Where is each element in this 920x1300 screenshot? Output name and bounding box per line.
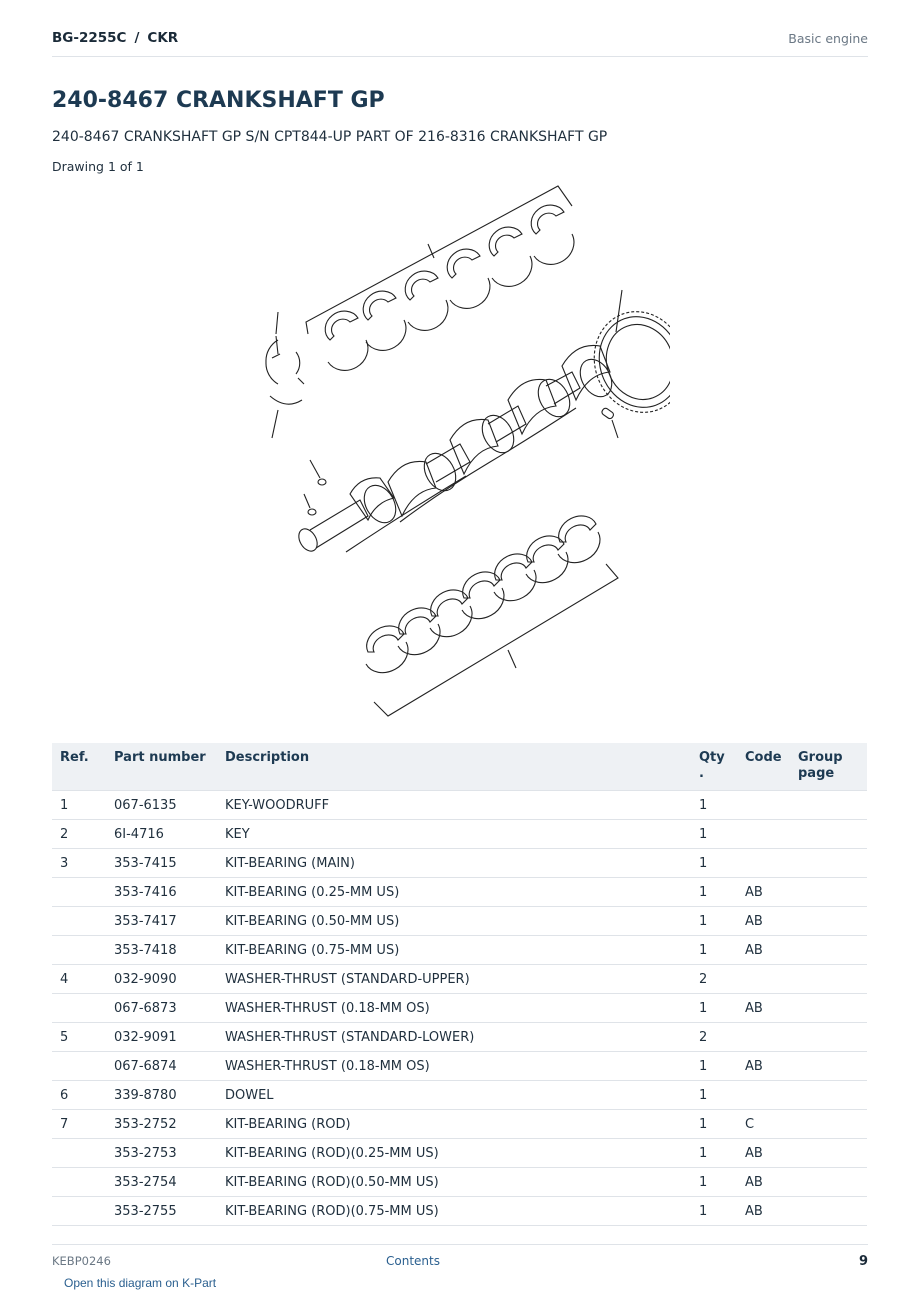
cell-code: AB xyxy=(737,907,790,936)
cell-code xyxy=(737,965,790,994)
cell-part-number: 353-7417 xyxy=(106,907,217,936)
page-subtitle: 240-8467 CRANKSHAFT GP S/N CPT844-UP PART OF 216-8316 CRANKSHAFT GP xyxy=(52,129,608,145)
cell-qty: 1 xyxy=(691,1168,737,1197)
table-row xyxy=(52,1168,867,1197)
cell-description: KIT-BEARING (0.50-MM US) xyxy=(217,907,691,936)
crankshaft-gear xyxy=(580,290,670,425)
cell-description: WASHER-THRUST (STANDARD-UPPER) xyxy=(217,965,691,994)
cell-group-page xyxy=(790,1023,867,1052)
cell-ref: 6 xyxy=(52,1081,106,1110)
upper-bearing-bracket xyxy=(306,186,572,334)
cell-ref xyxy=(52,1197,106,1226)
cell-group-page xyxy=(790,994,867,1023)
table-row xyxy=(52,907,867,936)
cell-code xyxy=(737,849,790,878)
header-ref: Ref. xyxy=(52,743,106,791)
crankshaft xyxy=(295,345,618,554)
cell-part-number: 6I-4716 xyxy=(106,820,217,849)
page-header xyxy=(52,28,868,57)
table-row xyxy=(52,965,867,994)
cell-group-page xyxy=(790,965,867,994)
cell-part-number: 339-8780 xyxy=(106,1081,217,1110)
cell-part-number: 067-6873 xyxy=(106,994,217,1023)
cell-description: KEY-WOODRUFF xyxy=(217,791,691,820)
cell-part-number: 353-2755 xyxy=(106,1197,217,1226)
lower-bearing-shells xyxy=(366,516,600,673)
cell-qty: 1 xyxy=(691,1110,737,1139)
cell-qty: 1 xyxy=(691,1197,737,1226)
cell-part-number: 353-2754 xyxy=(106,1168,217,1197)
breadcrumb-separator: / xyxy=(134,30,140,46)
cell-group-page xyxy=(790,1052,867,1081)
header-qty: Qty . xyxy=(691,743,737,791)
model-code: CKR xyxy=(147,30,179,46)
cell-code: AB xyxy=(737,994,790,1023)
cell-description: DOWEL xyxy=(217,1081,691,1110)
cell-group-page xyxy=(790,907,867,936)
cell-code: C xyxy=(737,1110,790,1139)
dowel xyxy=(601,407,618,438)
table-row xyxy=(52,1197,867,1226)
cell-qty: 1 xyxy=(691,820,737,849)
section-label: Basic engine xyxy=(788,31,868,46)
table-row xyxy=(52,994,867,1023)
cell-code: AB xyxy=(737,1197,790,1226)
table-row xyxy=(52,1139,867,1168)
cell-description: KIT-BEARING (ROD)(0.25-MM US) xyxy=(217,1139,691,1168)
cell-description: KIT-BEARING (0.25-MM US) xyxy=(217,878,691,907)
cell-part-number: 353-2753 xyxy=(106,1139,217,1168)
cell-ref xyxy=(52,994,106,1023)
table-row xyxy=(52,1023,867,1052)
cell-group-page xyxy=(790,1168,867,1197)
drawing-count: Drawing 1 of 1 xyxy=(52,159,144,174)
cell-qty: 2 xyxy=(691,965,737,994)
cell-code: AB xyxy=(737,1052,790,1081)
page-number: 9 xyxy=(858,1254,868,1269)
cell-part-number: 067-6874 xyxy=(106,1052,217,1081)
cell-group-page xyxy=(790,849,867,878)
cell-qty: 1 xyxy=(691,1052,737,1081)
page-title: 240-8467 CRANKSHAFT GP xyxy=(52,88,385,113)
cell-group-page xyxy=(790,791,867,820)
table-row xyxy=(52,936,867,965)
cell-qty: 1 xyxy=(691,791,737,820)
cell-code xyxy=(737,791,790,820)
cell-description: KEY xyxy=(217,820,691,849)
lower-bearing-bracket xyxy=(374,564,618,716)
cell-qty: 1 xyxy=(691,936,737,965)
cell-ref xyxy=(52,1052,106,1081)
cell-qty: 1 xyxy=(691,849,737,878)
header-part-number: Part number xyxy=(106,743,217,791)
cell-code: AB xyxy=(737,936,790,965)
table-row xyxy=(52,1081,867,1110)
table-row xyxy=(52,1110,867,1139)
cell-part-number: 032-9091 xyxy=(106,1023,217,1052)
cell-part-number: 353-7415 xyxy=(106,849,217,878)
upper-bearing-shells xyxy=(325,205,574,370)
thrust-washers xyxy=(266,312,304,438)
breadcrumb xyxy=(52,30,178,46)
document-id: KEBP0246 xyxy=(52,1254,111,1268)
header-code: Code xyxy=(737,743,790,791)
table-row xyxy=(52,878,867,907)
cell-group-page xyxy=(790,936,867,965)
model-number: BG-2255C xyxy=(52,30,127,46)
cell-ref xyxy=(52,1139,106,1168)
cell-group-page xyxy=(790,1110,867,1139)
cell-code xyxy=(737,1023,790,1052)
table-row xyxy=(52,791,867,820)
cell-code: AB xyxy=(737,1168,790,1197)
cell-ref: 3 xyxy=(52,849,106,878)
cell-ref: 5 xyxy=(52,1023,106,1052)
cell-description: WASHER-THRUST (0.18-MM OS) xyxy=(217,994,691,1023)
contents-link[interactable]: Contents xyxy=(386,1254,440,1268)
cell-part-number: 353-2752 xyxy=(106,1110,217,1139)
cell-qty: 1 xyxy=(691,1081,737,1110)
cell-qty: 1 xyxy=(691,907,737,936)
cell-description: KIT-BEARING (0.75-MM US) xyxy=(217,936,691,965)
cell-group-page xyxy=(790,1197,867,1226)
cell-ref xyxy=(52,1168,106,1197)
cell-qty: 2 xyxy=(691,1023,737,1052)
cell-description: KIT-BEARING (ROD)(0.50-MM US) xyxy=(217,1168,691,1197)
cell-group-page xyxy=(790,1139,867,1168)
parts-table xyxy=(52,743,867,1226)
cell-code xyxy=(737,820,790,849)
leader-line xyxy=(508,650,516,668)
cell-ref xyxy=(52,907,106,936)
cell-qty: 1 xyxy=(691,994,737,1023)
cell-part-number: 353-7416 xyxy=(106,878,217,907)
table-row xyxy=(52,849,867,878)
cell-part-number: 353-7418 xyxy=(106,936,217,965)
cell-ref: 4 xyxy=(52,965,106,994)
table-row xyxy=(52,1052,867,1081)
cell-code: AB xyxy=(737,1139,790,1168)
cell-qty: 1 xyxy=(691,1139,737,1168)
cell-ref: 7 xyxy=(52,1110,106,1139)
table-header-row xyxy=(52,743,867,791)
cell-description: KIT-BEARING (MAIN) xyxy=(217,849,691,878)
crankshaft-diagram xyxy=(250,182,670,722)
cell-qty: 1 xyxy=(691,878,737,907)
keys xyxy=(304,460,326,515)
cell-description: KIT-BEARING (ROD) xyxy=(217,1110,691,1139)
cell-group-page xyxy=(790,820,867,849)
cell-part-number: 067-6135 xyxy=(106,791,217,820)
cell-description: KIT-BEARING (ROD)(0.75-MM US) xyxy=(217,1197,691,1226)
cell-ref xyxy=(52,878,106,907)
cell-group-page xyxy=(790,878,867,907)
cell-ref xyxy=(52,936,106,965)
cell-part-number: 032-9090 xyxy=(106,965,217,994)
table-row xyxy=(52,820,867,849)
cell-description: WASHER-THRUST (STANDARD-LOWER) xyxy=(217,1023,691,1052)
cell-ref: 1 xyxy=(52,791,106,820)
cell-description: WASHER-THRUST (0.18-MM OS) xyxy=(217,1052,691,1081)
cell-code xyxy=(737,1081,790,1110)
open-kpart-link[interactable]: Open this diagram on K-Part xyxy=(64,1276,217,1290)
header-description: Description xyxy=(217,743,691,791)
cell-group-page xyxy=(790,1081,867,1110)
header-group-page: Group page xyxy=(790,743,867,791)
cell-code: AB xyxy=(737,878,790,907)
cell-ref: 2 xyxy=(52,820,106,849)
page-footer xyxy=(52,1244,868,1271)
